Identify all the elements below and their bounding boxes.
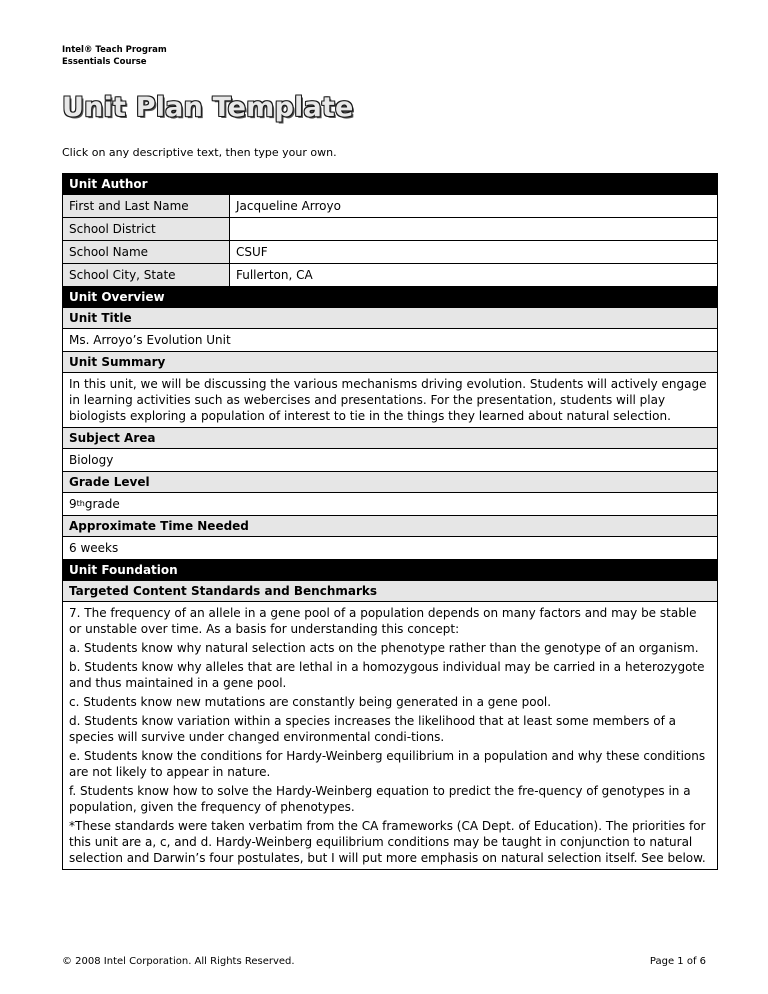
- field-row-district: [63, 218, 717, 241]
- page-title: Unit Plan Template: [62, 92, 354, 123]
- standard-paragraph: b. Students know why alleles that are lethal in a homozygous individual may be carried in a heterozygote and thus maintained in a gene pool.: [69, 660, 705, 690]
- standard-paragraph: a. Students know why natural selection acts on the phenotype rather than the genotype of an organism.: [69, 641, 699, 655]
- grade-suffix: th: [76, 499, 85, 508]
- standard-paragraph: e. Students know the conditions for Hardy-Weinberg equilibrium in a population and why these conditions are not likely to appear in nature.: [69, 749, 706, 779]
- school-name-value[interactable]: CSUF: [236, 245, 268, 259]
- section-unit-overview: Unit Overview: [63, 287, 717, 308]
- document-header: [62, 44, 167, 68]
- grade-word: grade: [84, 497, 120, 511]
- field-label: School City, State: [63, 264, 230, 286]
- section-unit-author: Unit Author: [63, 174, 717, 195]
- label-unit-title: Unit Title: [63, 308, 717, 329]
- time-needed-value[interactable]: 6 weeks: [63, 537, 717, 560]
- standard-paragraph: *These standards were taken verbatim from the CA frameworks (CA Dept. of Education). The priorities for this unit are a, c, and d. Hardy-Weinberg equilibrium conditions may be taught in conjunction to natural selection and Darwin’s four postulates, but I will put more emphasis on natural selection itself. See below.: [69, 819, 706, 865]
- standards-value[interactable]: [63, 602, 717, 869]
- field-label: First and Last Name: [63, 195, 230, 217]
- field-row-school: [63, 241, 717, 264]
- unit-plan-form: [62, 173, 718, 870]
- field-label: School Name: [63, 241, 230, 263]
- unit-title-value[interactable]: Ms. Arroyo’s Evolution Unit: [63, 329, 717, 352]
- label-grade-level: Grade Level: [63, 472, 717, 493]
- grade-level-value[interactable]: [63, 493, 717, 516]
- subject-area-value[interactable]: Biology: [63, 449, 717, 472]
- school-district-value[interactable]: [230, 218, 717, 240]
- section-unit-foundation: Unit Foundation: [63, 560, 717, 581]
- org-line-1: Intel® Teach Program: [62, 45, 167, 55]
- standard-paragraph: c. Students know new mutations are constantly being generated in a gene pool.: [69, 695, 552, 709]
- footer-page-number: Page 1 of 6: [649, 956, 706, 967]
- field-label: School District: [63, 218, 230, 240]
- standard-paragraph: 7. The frequency of an allele in a gene pool of a population depends on many factors and may be stable or unstable over time. As a basis for understanding this concept:: [69, 606, 697, 636]
- footer-copyright: © 2008 Intel Corporation. All Rights Reserved.: [62, 956, 295, 967]
- label-standards: Targeted Content Standards and Benchmarks: [63, 581, 717, 602]
- field-row-city: [63, 264, 717, 287]
- unit-summary-value[interactable]: In this unit, we will be discussing the various mechanisms driving evolution. Students will actively engage in learning activities such as webercises and presentations. For the presentation, students will play biologists exploring a population of interest to tie in the things they learned about natural selection.: [63, 373, 717, 428]
- org-line-2: Essentials Course: [62, 57, 147, 67]
- field-row-name: [63, 195, 717, 218]
- standard-paragraph: f. Students know how to solve the Hardy-Weinberg equation to predict the fre-quency of genotypes in a population, given the frequency of phenotypes.: [69, 784, 691, 814]
- grade-number: 9: [69, 497, 77, 511]
- label-unit-summary: Unit Summary: [63, 352, 717, 373]
- label-subject-area: Subject Area: [63, 428, 717, 449]
- author-name-value[interactable]: Jacqueline Arroyo: [236, 199, 341, 213]
- instruction-text: Click on any descriptive text, then type your own.: [62, 146, 337, 159]
- school-city-value[interactable]: Fullerton, CA: [236, 268, 313, 282]
- label-time-needed: Approximate Time Needed: [63, 516, 717, 537]
- standard-paragraph: d. Students know variation within a species increases the likelihood that at least some members of a species will survive under changed environmental condi-tions.: [69, 714, 676, 744]
